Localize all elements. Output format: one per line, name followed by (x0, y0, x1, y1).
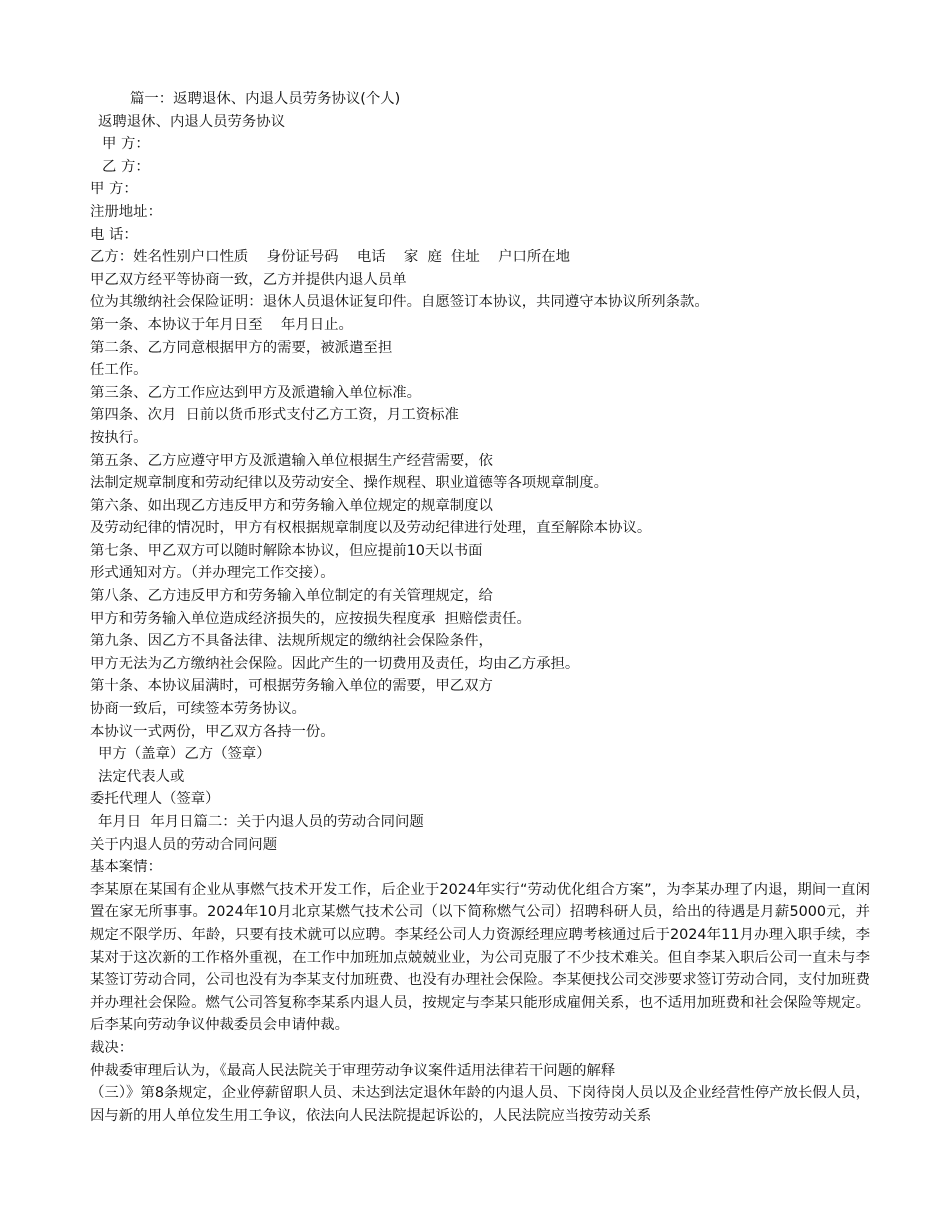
registered-address-label: 注册地址： (90, 203, 162, 220)
signature-line: 甲方（盖章）乙方（签章） (98, 746, 271, 763)
article-7: 第七条、甲乙双方可以随时解除本协议，但应提前10天以书面 (90, 542, 483, 559)
copies-clause: 本协议一式两份，甲乙双方各持一份。 (90, 723, 335, 740)
agreement-text-line: 甲乙双方经平等协商一致，乙方并提供内退人员单 (90, 271, 407, 288)
doc-title-part1: 篇一：返聘退休、内退人员劳务协议(个人) (130, 91, 401, 107)
phone-label: 电 话： (90, 226, 138, 243)
case-paragraph: 李某原在某国有企业从事燃气技术开发工作，后企业于2024年实行“劳动优化组合方案”，为李某办理了内退，期间一直闲置在家无所事事。2024年10月北京某燃气技术公司（以下简称燃气公司）招聘科研人员，给出的待遇是月薪5000元，并规定不限学历、年龄，只要有技术就可以应聘。李某经公司人力资源经理应聘考核通过后于2024年11月办理入职手续，李某对于这次新的工作格外重视，在工作中加班加点兢兢业业，为公司克服了不少技术难关。但自李某入职后公司一直未与李某签订劳动合同，公司也没有为李某支付加班费、也没有办理社会保险。李某便找公司交涉要求签订劳动合同，支付加班费并办理社会保险。燃气公司答复称李某系内退人员，按规定与李某只能形成雇佣关系，也不适用加班费和社会保险等规定。后李某向劳动争议仲裁委员会申请仲裁。 (90, 881, 870, 1034)
agreement-title: 返聘退休、内退人员劳务协议 (98, 113, 286, 130)
article-5-cont: 法制定规章制度和劳动纪律以及劳动安全、操作规程、职业道德等各项规章制度。 (90, 475, 609, 492)
ruling-line: 仲裁委审理后认为，《最高人民法院关于审理劳动争议案件适用法律若干问题的解释 (90, 1062, 616, 1079)
article-10: 第十条、本协议届满时，可根据劳务输入单位的需要，甲乙双方 (90, 678, 493, 695)
article-8: 第八条、乙方违反甲方和劳务输入单位制定的有关管理规定，给 (90, 588, 493, 605)
legal-representative-line: 法定代表人或 (98, 768, 185, 785)
party-a-label-top: 甲 方： (102, 136, 150, 153)
article-3: 第三条、乙方工作应达到甲方及派遣输入单位标准。 (90, 384, 421, 401)
article-9-cont: 甲方无法为乙方缴纳社会保险。因此产生的一切费用及责任，均由乙方承担。 (90, 655, 580, 672)
article-6: 第六条、如出现乙方违反甲方和劳务输入单位规定的规章制度以 (90, 497, 493, 514)
agent-signature-line: 委托代理人（签章） (90, 791, 220, 808)
ruling-paragraph: （三）》第8条规定，企业停薪留职人员、未达到法定退休年龄的内退人员、下岗待岗人员以及企业经营性停产放长假人员，因与新的用人单位发生用工争议，依法向人民法院提起诉讼的，人民法院应当按劳动关系 (90, 1085, 870, 1124)
article-2: 第二条、乙方同意根据甲方的需要，被派遣至担 (90, 339, 393, 356)
ruling-label: 裁决： (90, 1039, 134, 1056)
party-a-label: 甲 方： (90, 181, 138, 198)
article-5: 第五条、乙方应遵守甲方及派遣输入单位根据生产经营需要，依 (90, 452, 493, 469)
party-b-label-top: 乙 方： (102, 158, 150, 175)
article-7-cont: 形式通知对方。（并办理完工作交接）。 (90, 565, 335, 582)
part2-title: 关于内退人员的劳动合同问题 (90, 836, 278, 853)
article-6-cont: 及劳动纪律的情况时，甲方有权根据规章制度以及劳动纪律进行处理，直至解除本协议。 (90, 520, 652, 537)
article-9: 第九条、因乙方不具备法律、法规所规定的缴纳社会保险条件， (90, 633, 493, 650)
date-and-part2-title: 年月日 年月日篇二：关于内退人员的劳动合同问题 (98, 814, 424, 830)
article-10-cont: 协商一致后，可续签本劳务协议。 (90, 701, 306, 718)
party-b-info-fields: 乙方：姓名性别户口性质 身份证号码 电话 家 庭 住址 户口所在地 (90, 249, 571, 266)
agreement-text-line: 位为其缴纳社会保险证明：退休人员退休证复印件。自愿签订本协议，共同遵守本协议所列条款。 (90, 294, 709, 311)
article-1: 第一条、本协议于年月日至 年月日止。 (90, 316, 353, 333)
case-label: 基本案情： (90, 859, 162, 876)
article-4: 第四条、次月 日前以货币形式支付乙方工资，月工资标准 (90, 407, 459, 424)
article-2-cont: 任工作。 (90, 362, 148, 379)
article-4-cont: 按执行。 (90, 429, 148, 446)
article-8-cont: 甲方和劳务输入单位造成经济损失的，应按损失程度承 担赔偿责任。 (90, 610, 531, 627)
